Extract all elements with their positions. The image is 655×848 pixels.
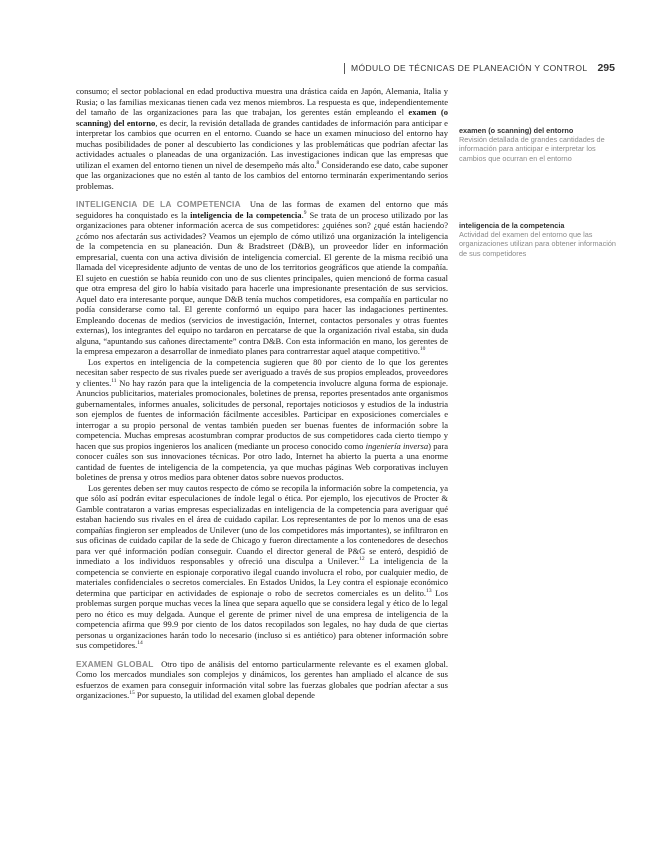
margin-definition-scanning [459, 126, 619, 163]
page-number: 295 [597, 62, 615, 74]
text-run: , es decir, la revisión detallada de grandes cantidades de información para anticipar e interpretar los cambios que ocurren en el entorno. Cuando se hace un examen minucioso del entorno hay muchas posibilidades de poner al descubierto las condiciones y las problemáticas que podrían afectar las actividades actuales o planeadas de una organización. Las investigaciones indican que las empresas que utilizan el examen del entorno tienen un nivel de desempeño más alto. [76, 117, 448, 170]
text-run: Los problemas surgen porque muchas veces la línea que separa aquello que se considera legal y ético de lo legal pero no ético es muy delgada. Aunque el gerente de primer nivel de una empresa de inteligencia de la competencia afirma que 99.9 por ciento de los datos recopilados son legales, no hay duda de que ciertas personas u organizaciones harán todo lo necesario (incluso si es antiético) para obtener información sobre sus competidores. [76, 587, 448, 650]
margin-term: examen (o scanning) del entorno [459, 126, 574, 135]
text-run: . [301, 209, 304, 220]
paragraph-sources [76, 357, 448, 483]
footnote-ref: 10 [419, 346, 426, 353]
footnote-ref: 13 [426, 587, 432, 594]
header-section-title: MÓDULO DE TÉCNICAS DE PLANEACIÓN Y CONTROL [351, 63, 588, 73]
paragraph-competitor-intelligence [76, 199, 448, 357]
margin-term: inteligencia de la competencia [459, 221, 565, 230]
key-term: inteligencia de la competencia [190, 209, 302, 220]
text-run: consumo; el sector poblacional en edad productiva muestra una drástica caída en Japón, Alemania, Italia y Rusia; o las familias mexicanas tienen cada vez menos miembros. La respuesta es que, independientemente del tamaño de las organizaciones para las que trabajan, los gerentes están empleando el [76, 86, 448, 117]
text-run: Considerando ese dato, cabe suponer que las organizaciones que no estén al tanto de los cambios del entorno terminarán experimentando serios problemas. [76, 159, 449, 191]
margin-definition: Actividad del examen del entorno que las organizaciones utilizan para obtener información de sus competidores [459, 230, 616, 258]
margin-definition-intelligence [459, 221, 619, 258]
text-run: La inteligencia de la competencia se convierte en espionaje corporativo ilegal cuando involucra el robo, por cualquier medio, de materiales confidenciales o secretos comerciales. En Estados Unidos, la Ley contra el espionaje económico determina que participar en actividades de espionaje o robo de secretos comerciales es un delito. [76, 556, 448, 598]
header-divider [344, 63, 345, 74]
text-run: Se trata de un proceso utilizado por las organizaciones para obtener información acerca de sus competidores: ¿quiénes son? ¿qué están haciendo? ¿cómo nos afectarán sus actividades? Veamos un ejemplo de cómo utilizó una organización la inteligencia de la competencia en su planeación. Dun & Bradstreet (D&B), un proveedor líder en información empresarial, cuenta con una activa división de inteligencia comercial. El gerente de la misma recibió una llamada del vicepresidente adjunto de ventas de uno de los territorios geográficos que atiende la compañía. El sujeto en cuestión se había reunido con uno de sus clientes principales, quien mencionó de forma casual que otra empresa del giro lo había visitado para hacerle una impresionante presentación de sus servicios. Aquel dato era interesante porque, aunque D&B tenía muchos competidores, esa compañía en particular no podía considerarse como tal. El gerente conformó un equipo para hacer las indagaciones pertinentes. Empleando docenas de medios (servicios de investigación, Internet, contactos personales y otras fuentes externas), los integrantes del equipo no tardaron en percatarse de que la organización rival estaba, sin duda alguna, “apuntando sus cañones directamente” contra D&B. Con esta información en mano, los gerentes de la empresa empezaron a desarrollar de inmediato planes para contrarrestar aquel ataque competitivo. [76, 209, 449, 356]
text-run: Una de las formas de examen del entorno que más seguidores ha conquistado es la [76, 199, 448, 220]
footnote-ref: 14 [137, 640, 143, 647]
running-header [300, 60, 615, 76]
italic-term: ingeniería inversa [365, 440, 429, 451]
body-text [76, 86, 448, 701]
paragraph-scanning [76, 86, 448, 191]
paragraph-legal-ethics [76, 483, 448, 651]
footnote-ref: 12 [359, 556, 365, 563]
text-run: Los expertos en inteligencia de la competencia sugieren que 80 por ciento de lo que los gerentes necesitan saber respecto de sus rivales puede ser averiguado a través de sus propios empleados, proveedores y clientes. [76, 356, 448, 388]
text-run: ) para conocer cuáles son sus innovaciones técnicas. Por otro lado, Internet ha abierto la puerta a una enorme cantidad de fuentes de inteligencia de la competencia, ya que muchas páginas Web corporativas incluyen boletines de prensa y otros medios para obtener datos sobre nuevos productos. [76, 440, 448, 482]
footnote-ref: 11 [111, 377, 117, 384]
text-run: Los gerentes deben ser muy cautos respecto de cómo se recopila la información sobre la competencia, ya que sólo así podrán evitar especulaciones de índole legal o ética. Por ejemplo, los ejecutivos de Procter & Gamble contrataron a varias empresas especializadas en inteligencia de la competencia para averiguar qué estaban haciendo sus rivales en el área de cuidado capilar. Los representantes de por lo menos una de esas compañías fingieron ser empleados de Unilever (uno de los competidores más importantes), se infiltraron en sus oficinas de cuidado capilar de la sede de Chicago y fueron directamente a los contenedores de desechos para ver qué información podían conseguir. Cuando el director general de P&G se enteró, despidió de inmediato a los individuos responsables y ofreció una disculpa a Unilever. [76, 482, 448, 566]
section-heading: EXAMEN GLOBAL [76, 658, 154, 669]
text-run: Por supuesto, la utilidad del examen global depende [134, 690, 315, 700]
section-heading: INTELIGENCIA DE LA COMPETENCIA [76, 199, 241, 209]
footnote-ref: 15 [129, 690, 135, 697]
footnote-ref: 8 [316, 159, 320, 166]
paragraph-global-scanning [76, 659, 448, 701]
footnote-ref: 9 [303, 209, 307, 216]
text-run: Otro tipo de análisis del entorno particularmente relevante es el examen global. Como los mercados mundiales son complejos y dinámicos, los gerentes han ampliado el alcance de sus esfuerzos de examen para conseguir información vital sobre las fuerzas globales que podrían afectar a sus organizaciones. [76, 658, 448, 700]
text-run: No hay razón para que la inteligencia de la competencia involucre alguna forma de espionaje. Anuncios publicitarios, materiales promocionales, boletines de prensa, reportes presentados ante organismos gubernamentales, informes anuales, solicitudes de personal, reportajes noticiosos y estudios de la industria son ejemplos de fuentes de información fácilmente accesibles. Participar en exposiciones comerciales e interrogar a su propio personal de ventas también pueden ser buenas fuentes de información sobre la competencia. Muchas empresas acostumbran comprar productos de sus competidores cada cierto tiempo y hacen que sus propios ingenieros los analicen (mediante un proceso conocido como [76, 377, 448, 451]
key-term: examen (o scanning) del entorno [76, 107, 448, 128]
margin-definition: Revisión detallada de grandes cantidades de información para anticipar e interpretar los cambios que ocurran en el entorno [459, 135, 605, 163]
